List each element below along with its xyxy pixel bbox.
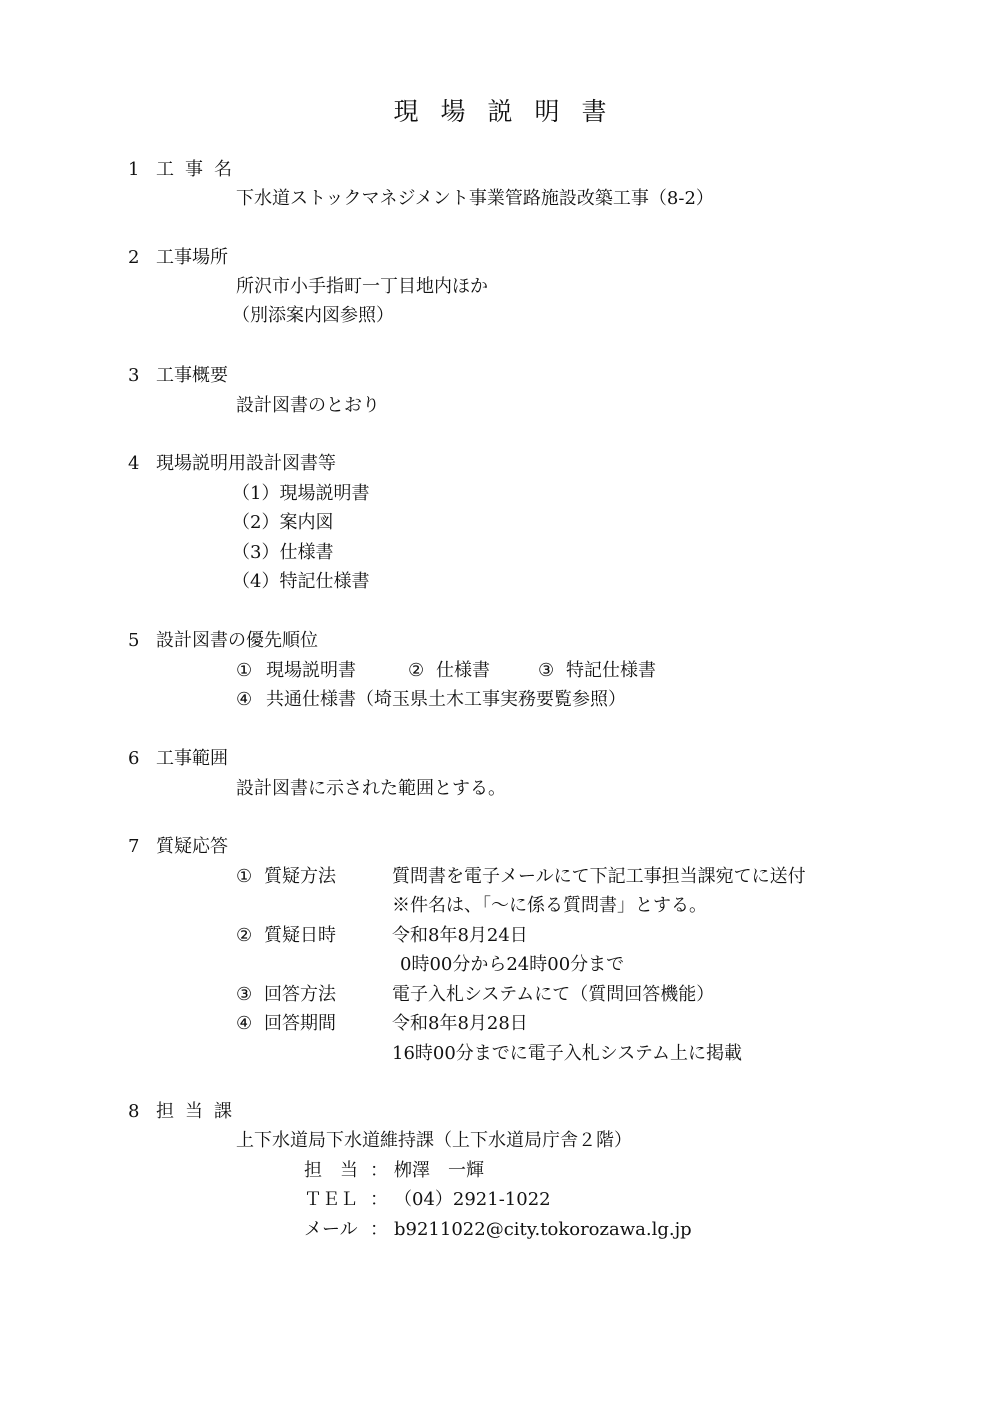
qa-3-mark: ③ — [236, 984, 253, 1005]
section-4-line-3: （3）仕様書 — [232, 542, 334, 563]
section-4-line-4: （4）特記仕様書 — [232, 571, 370, 592]
section-1-heading: 工事名 — [156, 159, 243, 180]
priority-2-mark: ② — [408, 660, 425, 681]
contact-email-separator: ： — [370, 1219, 388, 1240]
priority-3-text: 特記仕様書 — [566, 660, 656, 681]
contact-tel-label: ＴＥＬ — [304, 1189, 358, 1210]
section-4-line-1: （1）現場説明書 — [232, 483, 370, 504]
qa-1-value: 質問書を電子メールにて下記工事担当課宛てに送付 — [392, 866, 806, 887]
section-5-number: 5 — [128, 630, 140, 651]
section-6-line-1: 設計図書に示された範囲とする。 — [236, 778, 506, 799]
contact-tel-number: （04）2921-1022 — [394, 1189, 551, 1210]
page-title: 現場説明書 — [393, 97, 629, 126]
qa-2-mark: ② — [236, 925, 253, 946]
qa-1-mark: ① — [236, 866, 253, 887]
contact-person-separator: ： — [370, 1160, 388, 1181]
section-5-heading: 設計図書の優先順位 — [156, 630, 318, 651]
contact-email-label: メール — [304, 1219, 358, 1240]
qa-2-value: 令和8年8月24日 — [392, 925, 528, 946]
priority-2-text: 仕様書 — [436, 660, 490, 681]
qa-4-value: 令和8年8月28日 — [392, 1013, 528, 1034]
section-4-heading: 現場説明用設計図書等 — [156, 453, 336, 474]
section-3-number: 3 — [128, 365, 140, 386]
section-3-heading: 工事概要 — [156, 365, 228, 386]
section-3-line-1: 設計図書のとおり — [236, 395, 380, 416]
qa-4-label: 回答期間 — [264, 1013, 336, 1034]
section-2-line-1: 所沢市小手指町一丁目地内ほか — [236, 276, 488, 297]
section-2-line-2: （別添案内図参照） — [232, 305, 394, 326]
qa-2-label: 質疑日時 — [264, 925, 336, 946]
qa-2-time: 0時00分から24時00分まで — [400, 954, 625, 975]
section-1-line-1: 下水道ストックマネジメント事業管路施設改築工事（8-2） — [236, 188, 714, 209]
contact-email-address: b9211022@city.tokorozawa.lg.jp — [394, 1219, 692, 1240]
contact-person-label: 担 当 — [304, 1160, 358, 1181]
qa-4-mark: ④ — [236, 1013, 253, 1034]
section-2-number: 2 — [128, 247, 140, 268]
section-2-heading: 工事場所 — [156, 247, 228, 268]
section-7-number: 7 — [128, 836, 140, 857]
priority-1-mark: ① — [236, 660, 253, 681]
section-6-heading: 工事範囲 — [156, 748, 228, 769]
contact-tel-separator: ： — [370, 1189, 388, 1210]
qa-1-label: 質疑方法 — [264, 866, 336, 887]
priority-1-text: 現場説明書 — [266, 660, 356, 681]
section-4-number: 4 — [128, 453, 140, 474]
section-6-number: 6 — [128, 748, 140, 769]
priority-4-text: 共通仕様書（埼玉県土木工事実務要覧参照） — [266, 689, 626, 710]
priority-4-mark: ④ — [236, 689, 253, 710]
contact-person-name: 栁澤 一輝 — [394, 1160, 484, 1181]
qa-1-note: ※件名は、「～に係る質問書」とする。 — [392, 895, 707, 916]
priority-3-mark: ③ — [538, 660, 555, 681]
section-8-heading: 担当課 — [156, 1101, 243, 1122]
section-4-line-2: （2）案内図 — [232, 512, 334, 533]
office-name: 上下水道局下水道維持課（上下水道局庁舎２階） — [236, 1130, 632, 1151]
section-8-number: 8 — [128, 1101, 140, 1122]
qa-3-value: 電子入札システムにて（質問回答機能） — [392, 984, 715, 1005]
qa-4-note: 16時00分までに電子入札システム上に掲載 — [392, 1043, 743, 1064]
section-7-heading: 質疑応答 — [156, 836, 228, 857]
qa-3-label: 回答方法 — [264, 984, 336, 1005]
section-1-number: 1 — [128, 159, 140, 180]
